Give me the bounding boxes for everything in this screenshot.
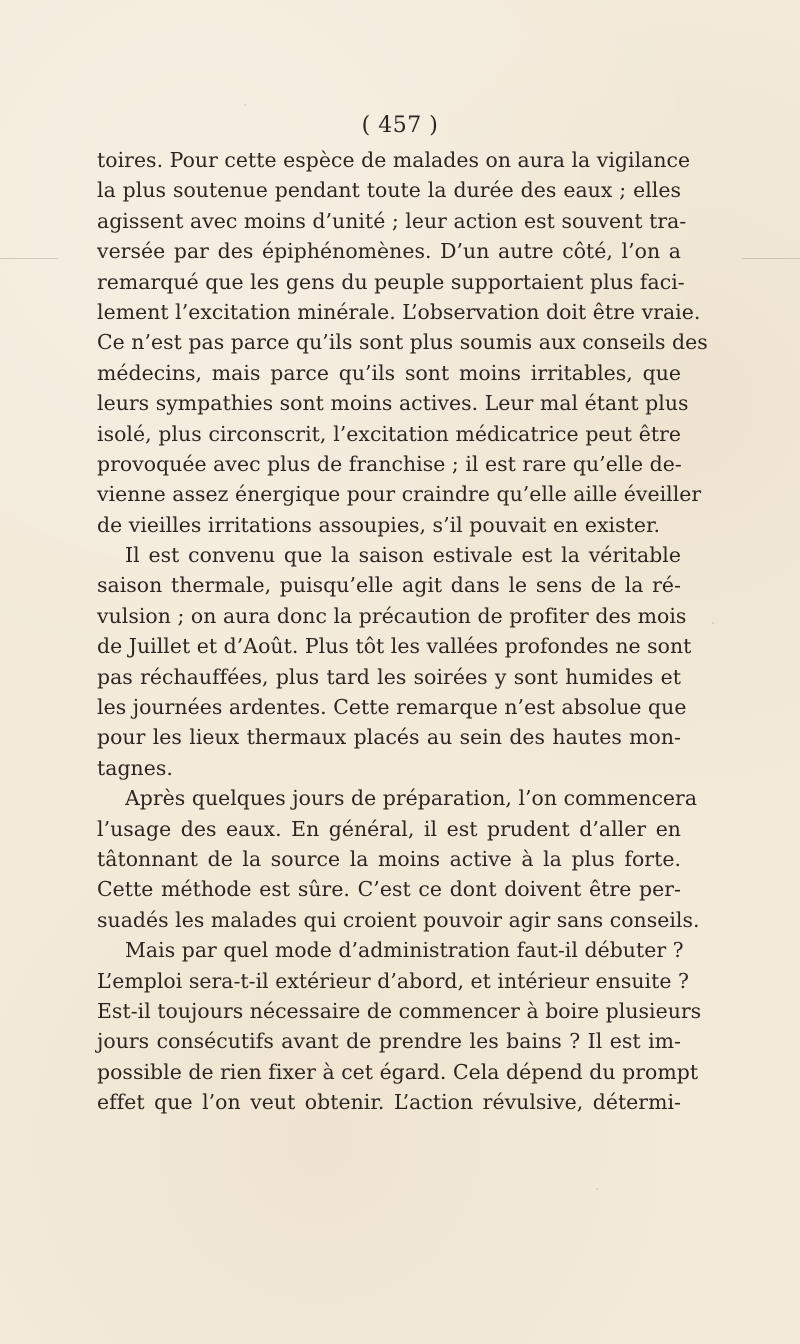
text-line: Cette méthode est sûre. C’est ce dont doivent être per-	[97, 877, 681, 902]
text-line: médecins, mais parce qu’ils sont moins irritables, que	[97, 360, 681, 385]
text-line: L’emploi sera-t-il extérieur d’abord, et intérieur ensuite ?	[97, 968, 689, 993]
text-line: leurs sympathies sont moins actives. Leur mal étant plus	[97, 391, 689, 416]
text-line: de vieilles irritations assoupies, s’il pouvait en exister.	[97, 512, 661, 537]
text-line: Est-il toujours nécessaire de commencer à boire plusieurs	[97, 998, 702, 1023]
paper-speck	[712, 622, 714, 624]
text-line: isolé, plus circonscrit, l’excitation médicatrice peut être	[97, 421, 681, 446]
text-line: vienne assez énergique pour craindre qu’elle aille éveiller	[97, 482, 702, 507]
margin-mark-right	[742, 258, 800, 259]
text-line: tâtonnant de la source la moins active à la plus forte.	[97, 846, 681, 871]
text-line: Ce n’est pas parce qu’ils sont plus soumis aux conseils des	[97, 330, 708, 355]
text-line: lement l’excitation minérale. L’observation doit être vraie.	[97, 299, 701, 324]
main-text	[97, 145, 708, 1118]
margin-mark-left	[0, 258, 58, 259]
text-line: de Juillet et d’Août. Plus tôt les vallées profondes ne sont	[97, 634, 692, 659]
text-line: pas réchauffées, plus tard les soirées y sont humides et	[97, 664, 681, 689]
text-line: remarqué que les gens du peuple supportaient plus faci-	[97, 269, 685, 294]
text-line: suadés les malades qui croient pouvoir agir sans conseils.	[97, 907, 700, 932]
paper-speck	[596, 1188, 598, 1190]
text-line: toires. Pour cette espèce de malades on aura la vigilance	[97, 148, 691, 172]
text-line: tagnes.	[97, 755, 173, 780]
text-line: les journées ardentes. Cette remarque n’est absolue que	[97, 695, 687, 720]
text-line: possible de rien fixer à cet égard. Cela dépend du prompt	[97, 1059, 699, 1084]
text-line: saison thermale, puisqu’elle agit dans le sens de la ré-	[97, 573, 681, 598]
text-line: versée par des épiphénomènes. D’un autre côté, l’on a	[97, 239, 681, 264]
text-line: Après quelques jours de préparation, l’on commencera	[125, 786, 698, 811]
text-line: Mais par quel mode d’administration faut-il débuter ?	[125, 938, 684, 963]
text-line: agissent avec moins d’unité ; leur action est souvent tra-	[97, 208, 687, 233]
text-line: la plus soutenue pendant toute la durée des eaux ; elles	[97, 178, 681, 203]
text-line: effet que l’on veut obtenir. L’action révulsive, détermi-	[97, 1090, 681, 1115]
page-number: ( 457 )	[361, 113, 439, 138]
text-line: l’usage des eaux. En général, il est prudent d’aller en	[97, 816, 681, 841]
text-line: jours consécutifs avant de prendre les bains ? Il est im-	[97, 1029, 681, 1054]
text-line: Il est convenu que la saison estivale est la véritable	[125, 543, 681, 568]
paper-speck	[244, 104, 246, 106]
text-line: vulsion ; on aura donc la précaution de profiter des mois	[97, 603, 687, 628]
text-line: pour les lieux thermaux placés au sein des hautes mon-	[97, 725, 681, 750]
text-line: provoquée avec plus de franchise ; il est rare qu’elle de-	[97, 451, 682, 476]
